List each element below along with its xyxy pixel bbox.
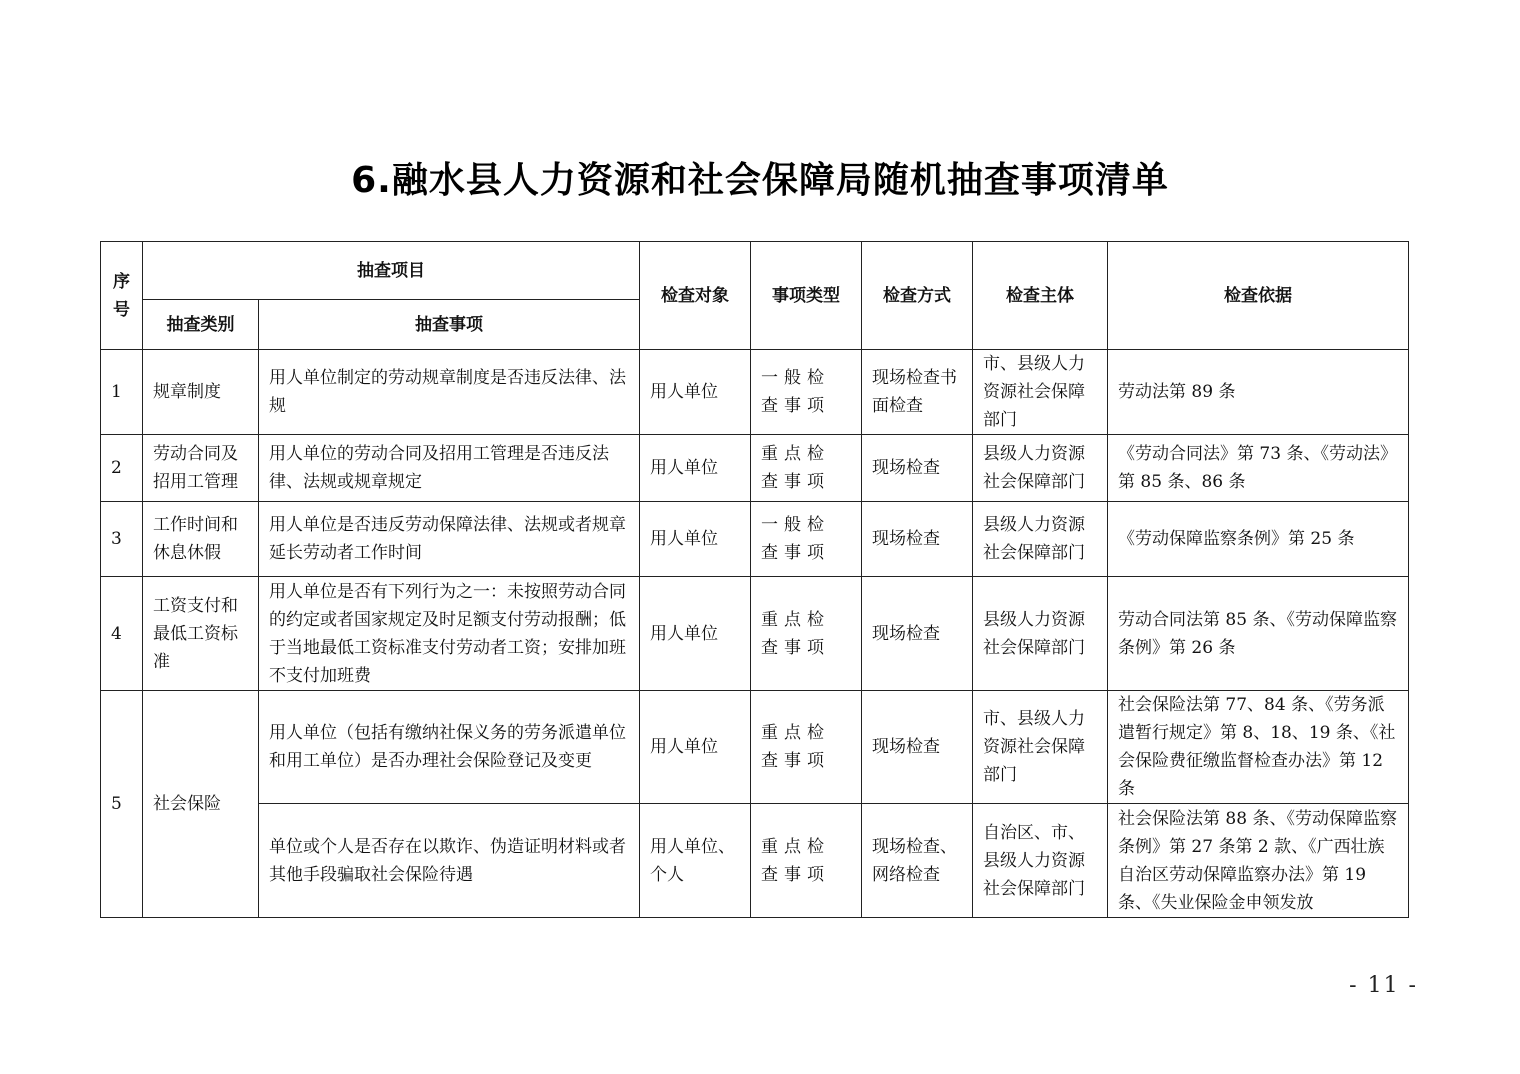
row-matter: 用人单位是否有下列行为之一：未按照劳动合同的约定或者国家规定及时足额支付劳动报酬；低于当地最低工资标准支付劳动者工资；安排加班不支付加班费 bbox=[259, 577, 640, 691]
row-seq: 2 bbox=[101, 435, 143, 502]
row-type: 重点检查事项 bbox=[751, 804, 862, 918]
row-matter: 用人单位制定的劳动规章制度是否违反法律、法规 bbox=[259, 350, 640, 435]
header-method: 检查方式 bbox=[862, 242, 973, 350]
row-method: 现场检查、网络检查 bbox=[862, 804, 973, 918]
row-basis: 劳动法第 89 条 bbox=[1108, 350, 1409, 435]
row-seq: 5 bbox=[101, 691, 143, 918]
table-row bbox=[101, 350, 1409, 435]
row-basis: 《劳动合同法》第 73 条、《劳动法》第 85 条、86 条 bbox=[1108, 435, 1409, 502]
row-method: 现场检查 bbox=[862, 691, 973, 804]
header-subject: 检查主体 bbox=[973, 242, 1108, 350]
header-matter: 抽查事项 bbox=[259, 300, 640, 350]
row-target: 用人单位、个人 bbox=[640, 804, 751, 918]
page-title: 6.融水县人力资源和社会保障局随机抽查事项清单 bbox=[351, 160, 1169, 201]
row-target: 用人单位 bbox=[640, 691, 751, 804]
row-category: 劳动合同及招用工管理 bbox=[143, 435, 259, 502]
row-subject: 县级人力资源社会保障部门 bbox=[973, 502, 1108, 577]
row-subject: 市、县级人力资源社会保障部门 bbox=[973, 691, 1108, 804]
row-seq: 4 bbox=[101, 577, 143, 691]
table-row bbox=[101, 435, 1409, 502]
header-item-group: 抽查项目 bbox=[143, 242, 640, 300]
row-seq: 1 bbox=[101, 350, 143, 435]
row-type: 重点检查事项 bbox=[751, 691, 862, 804]
row-matter: 用人单位是否违反劳动保障法律、法规或者规章延长劳动者工作时间 bbox=[259, 502, 640, 577]
row-category: 工资支付和最低工资标准 bbox=[143, 577, 259, 691]
row-method: 现场检查书面检查 bbox=[862, 350, 973, 435]
table-row bbox=[101, 502, 1409, 577]
table-row bbox=[101, 804, 1409, 918]
header-seq-line1: 序 bbox=[113, 271, 130, 292]
row-subject: 市、县级人力资源社会保障部门 bbox=[973, 350, 1108, 435]
row-basis: 社会保险法第 77、84 条、《劳务派遣暂行规定》第 8、18、19 条、《社会保险费征缴监督检查办法》第 12 条 bbox=[1108, 691, 1409, 804]
header-seq bbox=[101, 242, 143, 350]
row-target: 用人单位 bbox=[640, 577, 751, 691]
header-category: 抽查类别 bbox=[143, 300, 259, 350]
row-target: 用人单位 bbox=[640, 350, 751, 435]
row-target: 用人单位 bbox=[640, 435, 751, 502]
header-target: 检查对象 bbox=[640, 242, 751, 350]
header-seq-line2: 号 bbox=[113, 299, 130, 320]
row-category: 工作时间和休息休假 bbox=[143, 502, 259, 577]
page-number: - 11 - bbox=[1349, 973, 1418, 998]
row-type: 重点检查事项 bbox=[751, 435, 862, 502]
row-basis: 社会保险法第 88 条、《劳动保障监察条例》第 27 条第 2 款、《广西壮族自治区劳动保障监察办法》第 19 条、《失业保险金申领发放 bbox=[1108, 804, 1409, 918]
row-seq: 3 bbox=[101, 502, 143, 577]
row-method: 现场检查 bbox=[862, 577, 973, 691]
row-subject: 自治区、市、县级人力资源社会保障部门 bbox=[973, 804, 1108, 918]
row-type: 一般检查事项 bbox=[751, 502, 862, 577]
row-category: 规章制度 bbox=[143, 350, 259, 435]
row-target: 用人单位 bbox=[640, 502, 751, 577]
row-matter: 用人单位的劳动合同及招用工管理是否违反法律、法规或规章规定 bbox=[259, 435, 640, 502]
header-row-1 bbox=[101, 242, 1409, 300]
row-basis: 劳动合同法第 85 条、《劳动保障监察条例》第 26 条 bbox=[1108, 577, 1409, 691]
row-type: 重点检查事项 bbox=[751, 577, 862, 691]
row-method: 现场检查 bbox=[862, 502, 973, 577]
row-type: 一般检查事项 bbox=[751, 350, 862, 435]
row-category: 社会保险 bbox=[143, 691, 259, 918]
header-type: 事项类型 bbox=[751, 242, 862, 350]
row-matter: 用人单位（包括有缴纳社保义务的劳务派遣单位和用工单位）是否办理社会保险登记及变更 bbox=[259, 691, 640, 804]
inspection-items-table bbox=[100, 241, 1409, 918]
header-basis: 检查依据 bbox=[1108, 242, 1409, 350]
table-row bbox=[101, 691, 1409, 804]
row-method: 现场检查 bbox=[862, 435, 973, 502]
row-basis: 《劳动保障监察条例》第 25 条 bbox=[1108, 502, 1409, 577]
row-matter: 单位或个人是否存在以欺诈、伪造证明材料或者其他手段骗取社会保险待遇 bbox=[259, 804, 640, 918]
table-row bbox=[101, 577, 1409, 691]
row-subject: 县级人力资源社会保障部门 bbox=[973, 577, 1108, 691]
row-subject: 县级人力资源社会保障部门 bbox=[973, 435, 1108, 502]
